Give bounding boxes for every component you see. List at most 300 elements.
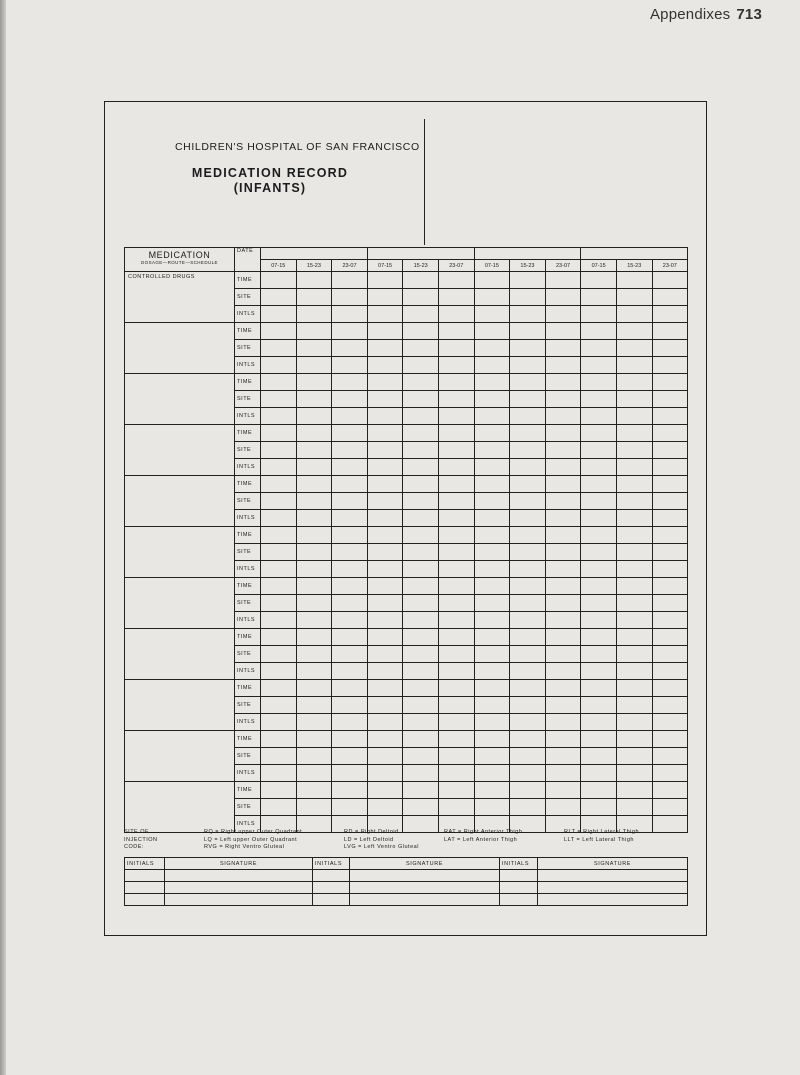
entry-cell[interactable] [367, 374, 403, 391]
entry-cell[interactable] [545, 340, 581, 357]
entry-cell[interactable] [652, 595, 688, 612]
entry-cell[interactable] [545, 527, 581, 544]
entry-cell[interactable] [652, 476, 688, 493]
entry-cell[interactable] [367, 391, 403, 408]
entry-cell[interactable] [332, 782, 368, 799]
entry-cell[interactable] [438, 340, 474, 357]
entry-cell[interactable] [367, 646, 403, 663]
entry-cell[interactable] [261, 374, 297, 391]
entry-cell[interactable] [332, 765, 368, 782]
entry-cell[interactable] [296, 578, 332, 595]
entry-cell[interactable] [367, 425, 403, 442]
entry-cell[interactable] [581, 374, 617, 391]
entry-cell[interactable] [616, 663, 652, 680]
entry-cell[interactable] [367, 323, 403, 340]
entry-cell[interactable] [545, 782, 581, 799]
entry-cell[interactable] [652, 782, 688, 799]
entry-cell[interactable] [652, 816, 688, 833]
entry-cell[interactable] [261, 459, 297, 476]
entry-cell[interactable] [616, 425, 652, 442]
entry-cell[interactable] [652, 731, 688, 748]
entry-cell[interactable] [332, 612, 368, 629]
entry-cell[interactable] [510, 629, 546, 646]
entry-cell[interactable] [296, 323, 332, 340]
entry-cell[interactable] [261, 578, 297, 595]
entry-cell[interactable] [438, 357, 474, 374]
entry-cell[interactable] [296, 782, 332, 799]
entry-cell[interactable] [261, 408, 297, 425]
entry-cell[interactable] [296, 476, 332, 493]
entry-cell[interactable] [261, 442, 297, 459]
entry-cell[interactable] [474, 442, 510, 459]
entry-cell[interactable] [616, 646, 652, 663]
entry-cell[interactable] [367, 544, 403, 561]
entry-cell[interactable] [438, 595, 474, 612]
entry-cell[interactable] [474, 612, 510, 629]
entry-cell[interactable] [261, 663, 297, 680]
entry-cell[interactable] [581, 306, 617, 323]
entry-cell[interactable] [581, 765, 617, 782]
entry-cell[interactable] [616, 612, 652, 629]
entry-cell[interactable] [261, 391, 297, 408]
entry-cell[interactable] [510, 476, 546, 493]
entry-cell[interactable] [510, 527, 546, 544]
entry-cell[interactable] [616, 782, 652, 799]
entry-cell[interactable] [545, 323, 581, 340]
entry-cell[interactable] [296, 714, 332, 731]
entry-cell[interactable] [296, 595, 332, 612]
entry-cell[interactable] [296, 629, 332, 646]
entry-cell[interactable] [474, 544, 510, 561]
initials-entry-cell[interactable] [500, 870, 538, 882]
entry-cell[interactable] [261, 714, 297, 731]
entry-cell[interactable] [474, 306, 510, 323]
entry-cell[interactable] [261, 289, 297, 306]
initials-entry-cell[interactable] [125, 894, 165, 906]
entry-cell[interactable] [581, 629, 617, 646]
entry-cell[interactable] [581, 476, 617, 493]
entry-cell[interactable] [545, 765, 581, 782]
entry-cell[interactable] [474, 561, 510, 578]
entry-cell[interactable] [652, 272, 688, 289]
entry-cell[interactable] [332, 527, 368, 544]
entry-cell[interactable] [474, 374, 510, 391]
entry-cell[interactable] [474, 272, 510, 289]
entry-cell[interactable] [581, 714, 617, 731]
entry-cell[interactable] [403, 357, 439, 374]
entry-cell[interactable] [616, 391, 652, 408]
initials-entry-cell[interactable] [313, 870, 350, 882]
entry-cell[interactable] [510, 459, 546, 476]
entry-cell[interactable] [296, 357, 332, 374]
entry-cell[interactable] [474, 323, 510, 340]
entry-cell[interactable] [332, 306, 368, 323]
entry-cell[interactable] [616, 306, 652, 323]
entry-cell[interactable] [438, 680, 474, 697]
entry-cell[interactable] [438, 612, 474, 629]
entry-cell[interactable] [296, 697, 332, 714]
entry-cell[interactable] [403, 561, 439, 578]
entry-cell[interactable] [367, 272, 403, 289]
entry-cell[interactable] [545, 391, 581, 408]
entry-cell[interactable] [474, 680, 510, 697]
entry-cell[interactable] [474, 748, 510, 765]
entry-cell[interactable] [616, 493, 652, 510]
entry-cell[interactable] [474, 527, 510, 544]
initials-entry-cell[interactable] [313, 882, 350, 894]
entry-cell[interactable] [296, 391, 332, 408]
entry-cell[interactable] [367, 782, 403, 799]
entry-cell[interactable] [261, 510, 297, 527]
entry-cell[interactable] [474, 493, 510, 510]
entry-cell[interactable] [616, 340, 652, 357]
entry-cell[interactable] [367, 357, 403, 374]
entry-cell[interactable] [581, 459, 617, 476]
medication-entry-cell[interactable] [125, 731, 235, 782]
entry-cell[interactable] [474, 765, 510, 782]
entry-cell[interactable] [403, 663, 439, 680]
entry-cell[interactable] [296, 680, 332, 697]
entry-cell[interactable] [474, 714, 510, 731]
entry-cell[interactable] [403, 544, 439, 561]
entry-cell[interactable] [403, 340, 439, 357]
entry-cell[interactable] [332, 408, 368, 425]
entry-cell[interactable] [261, 748, 297, 765]
entry-cell[interactable] [616, 680, 652, 697]
entry-cell[interactable] [438, 748, 474, 765]
entry-cell[interactable] [367, 731, 403, 748]
entry-cell[interactable] [332, 663, 368, 680]
entry-cell[interactable] [438, 289, 474, 306]
entry-cell[interactable] [510, 748, 546, 765]
entry-cell[interactable] [652, 323, 688, 340]
entry-cell[interactable] [581, 782, 617, 799]
entry-cell[interactable] [367, 799, 403, 816]
entry-cell[interactable] [261, 595, 297, 612]
entry-cell[interactable] [474, 289, 510, 306]
entry-cell[interactable] [616, 629, 652, 646]
entry-cell[interactable] [545, 680, 581, 697]
entry-cell[interactable] [261, 765, 297, 782]
entry-cell[interactable] [296, 612, 332, 629]
entry-cell[interactable] [332, 561, 368, 578]
entry-cell[interactable] [510, 323, 546, 340]
entry-cell[interactable] [545, 357, 581, 374]
entry-cell[interactable] [545, 289, 581, 306]
entry-cell[interactable] [581, 595, 617, 612]
entry-cell[interactable] [510, 646, 546, 663]
medication-entry-cell[interactable] [125, 629, 235, 680]
initials-entry-cell[interactable] [125, 882, 165, 894]
entry-cell[interactable] [296, 425, 332, 442]
entry-cell[interactable] [296, 272, 332, 289]
entry-cell[interactable] [403, 646, 439, 663]
entry-cell[interactable] [616, 459, 652, 476]
entry-cell[interactable] [438, 408, 474, 425]
entry-cell[interactable] [438, 476, 474, 493]
entry-cell[interactable] [581, 578, 617, 595]
medication-entry-cell[interactable] [125, 476, 235, 527]
entry-cell[interactable] [474, 391, 510, 408]
entry-cell[interactable] [616, 714, 652, 731]
entry-cell[interactable] [652, 374, 688, 391]
entry-cell[interactable] [652, 408, 688, 425]
entry-cell[interactable] [545, 476, 581, 493]
signature-entry-cell[interactable] [165, 894, 313, 906]
entry-cell[interactable] [474, 476, 510, 493]
entry-cell[interactable] [581, 646, 617, 663]
signature-entry-cell[interactable] [538, 870, 688, 882]
entry-cell[interactable] [332, 493, 368, 510]
entry-cell[interactable] [438, 731, 474, 748]
entry-cell[interactable] [510, 493, 546, 510]
entry-cell[interactable] [403, 374, 439, 391]
entry-cell[interactable] [616, 510, 652, 527]
entry-cell[interactable] [403, 425, 439, 442]
entry-cell[interactable] [652, 765, 688, 782]
entry-cell[interactable] [652, 629, 688, 646]
entry-cell[interactable] [367, 442, 403, 459]
entry-cell[interactable] [261, 544, 297, 561]
entry-cell[interactable] [332, 357, 368, 374]
signature-entry-cell[interactable] [165, 882, 313, 894]
entry-cell[interactable] [438, 459, 474, 476]
entry-cell[interactable] [367, 714, 403, 731]
entry-cell[interactable] [403, 510, 439, 527]
entry-cell[interactable] [581, 425, 617, 442]
signature-entry-cell[interactable] [538, 882, 688, 894]
entry-cell[interactable] [616, 595, 652, 612]
entry-cell[interactable] [652, 357, 688, 374]
entry-cell[interactable] [332, 646, 368, 663]
entry-cell[interactable] [474, 697, 510, 714]
entry-cell[interactable] [438, 391, 474, 408]
entry-cell[interactable] [367, 306, 403, 323]
entry-cell[interactable] [332, 748, 368, 765]
entry-cell[interactable] [296, 306, 332, 323]
entry-cell[interactable] [545, 748, 581, 765]
entry-cell[interactable] [545, 646, 581, 663]
entry-cell[interactable] [438, 561, 474, 578]
entry-cell[interactable] [296, 765, 332, 782]
entry-cell[interactable] [616, 323, 652, 340]
entry-cell[interactable] [438, 493, 474, 510]
entry-cell[interactable] [296, 289, 332, 306]
entry-cell[interactable] [510, 680, 546, 697]
entry-cell[interactable] [438, 799, 474, 816]
entry-cell[interactable] [296, 544, 332, 561]
entry-cell[interactable] [510, 765, 546, 782]
entry-cell[interactable] [367, 578, 403, 595]
entry-cell[interactable] [545, 425, 581, 442]
entry-cell[interactable] [261, 357, 297, 374]
entry-cell[interactable] [332, 714, 368, 731]
entry-cell[interactable] [545, 306, 581, 323]
entry-cell[interactable] [616, 442, 652, 459]
entry-cell[interactable] [545, 629, 581, 646]
entry-cell[interactable] [652, 748, 688, 765]
entry-cell[interactable] [510, 799, 546, 816]
entry-cell[interactable] [545, 595, 581, 612]
entry-cell[interactable] [403, 629, 439, 646]
entry-cell[interactable] [510, 595, 546, 612]
entry-cell[interactable] [510, 391, 546, 408]
entry-cell[interactable] [510, 289, 546, 306]
entry-cell[interactable] [261, 476, 297, 493]
entry-cell[interactable] [438, 629, 474, 646]
entry-cell[interactable] [367, 680, 403, 697]
entry-cell[interactable] [581, 408, 617, 425]
entry-cell[interactable] [261, 340, 297, 357]
entry-cell[interactable] [296, 459, 332, 476]
entry-cell[interactable] [616, 408, 652, 425]
entry-cell[interactable] [367, 459, 403, 476]
entry-cell[interactable] [545, 578, 581, 595]
entry-cell[interactable] [652, 306, 688, 323]
entry-cell[interactable] [332, 799, 368, 816]
entry-cell[interactable] [296, 442, 332, 459]
entry-cell[interactable] [332, 459, 368, 476]
entry-cell[interactable] [545, 544, 581, 561]
entry-cell[interactable] [616, 527, 652, 544]
entry-cell[interactable] [616, 561, 652, 578]
date-cell-4[interactable] [581, 248, 688, 260]
entry-cell[interactable] [296, 493, 332, 510]
entry-cell[interactable] [510, 697, 546, 714]
entry-cell[interactable] [616, 289, 652, 306]
entry-cell[interactable] [261, 646, 297, 663]
signature-entry-cell[interactable] [165, 870, 313, 882]
entry-cell[interactable] [438, 510, 474, 527]
entry-cell[interactable] [545, 731, 581, 748]
medication-entry-cell[interactable] [125, 323, 235, 374]
entry-cell[interactable] [332, 680, 368, 697]
entry-cell[interactable] [545, 697, 581, 714]
entry-cell[interactable] [403, 680, 439, 697]
entry-cell[interactable] [474, 663, 510, 680]
entry-cell[interactable] [261, 680, 297, 697]
entry-cell[interactable] [474, 510, 510, 527]
entry-cell[interactable] [545, 561, 581, 578]
entry-cell[interactable] [616, 374, 652, 391]
entry-cell[interactable] [510, 731, 546, 748]
entry-cell[interactable] [403, 408, 439, 425]
entry-cell[interactable] [332, 374, 368, 391]
entry-cell[interactable] [296, 561, 332, 578]
entry-cell[interactable] [261, 561, 297, 578]
date-cell-2[interactable] [367, 248, 474, 260]
entry-cell[interactable] [616, 748, 652, 765]
entry-cell[interactable] [438, 714, 474, 731]
entry-cell[interactable] [510, 510, 546, 527]
entry-cell[interactable] [652, 578, 688, 595]
entry-cell[interactable] [261, 799, 297, 816]
date-cell-1[interactable] [261, 248, 368, 260]
entry-cell[interactable] [474, 578, 510, 595]
entry-cell[interactable] [652, 442, 688, 459]
entry-cell[interactable] [261, 782, 297, 799]
entry-cell[interactable] [510, 663, 546, 680]
medication-entry-cell[interactable]: CONTROLLED DRUGS [125, 272, 235, 323]
entry-cell[interactable] [261, 697, 297, 714]
entry-cell[interactable] [652, 680, 688, 697]
entry-cell[interactable] [474, 425, 510, 442]
entry-cell[interactable] [652, 663, 688, 680]
medication-entry-cell[interactable] [125, 680, 235, 731]
entry-cell[interactable] [545, 272, 581, 289]
entry-cell[interactable] [367, 595, 403, 612]
entry-cell[interactable] [296, 646, 332, 663]
entry-cell[interactable] [474, 646, 510, 663]
entry-cell[interactable] [367, 561, 403, 578]
entry-cell[interactable] [332, 289, 368, 306]
signature-entry-cell[interactable] [350, 894, 500, 906]
entry-cell[interactable] [652, 459, 688, 476]
entry-cell[interactable] [474, 731, 510, 748]
entry-cell[interactable] [403, 289, 439, 306]
entry-cell[interactable] [403, 578, 439, 595]
entry-cell[interactable] [403, 493, 439, 510]
entry-cell[interactable] [438, 765, 474, 782]
entry-cell[interactable] [510, 425, 546, 442]
entry-cell[interactable] [581, 493, 617, 510]
signature-entry-cell[interactable] [538, 894, 688, 906]
entry-cell[interactable] [652, 510, 688, 527]
entry-cell[interactable] [438, 646, 474, 663]
entry-cell[interactable] [332, 629, 368, 646]
entry-cell[interactable] [616, 476, 652, 493]
entry-cell[interactable] [403, 782, 439, 799]
entry-cell[interactable] [403, 306, 439, 323]
entry-cell[interactable] [261, 527, 297, 544]
entry-cell[interactable] [261, 629, 297, 646]
entry-cell[interactable] [332, 510, 368, 527]
entry-cell[interactable] [296, 374, 332, 391]
entry-cell[interactable] [403, 527, 439, 544]
entry-cell[interactable] [581, 357, 617, 374]
entry-cell[interactable] [545, 799, 581, 816]
entry-cell[interactable] [367, 510, 403, 527]
entry-cell[interactable] [510, 357, 546, 374]
entry-cell[interactable] [367, 765, 403, 782]
entry-cell[interactable] [616, 272, 652, 289]
entry-cell[interactable] [438, 578, 474, 595]
entry-cell[interactable] [367, 527, 403, 544]
entry-cell[interactable] [581, 561, 617, 578]
entry-cell[interactable] [652, 340, 688, 357]
initials-entry-cell[interactable] [313, 894, 350, 906]
entry-cell[interactable] [616, 697, 652, 714]
entry-cell[interactable] [581, 391, 617, 408]
entry-cell[interactable] [438, 323, 474, 340]
entry-cell[interactable] [438, 697, 474, 714]
entry-cell[interactable] [403, 748, 439, 765]
entry-cell[interactable] [367, 612, 403, 629]
signature-entry-cell[interactable] [350, 882, 500, 894]
entry-cell[interactable] [581, 289, 617, 306]
medication-entry-cell[interactable] [125, 782, 235, 833]
entry-cell[interactable] [581, 680, 617, 697]
entry-cell[interactable] [581, 697, 617, 714]
medication-entry-cell[interactable] [125, 527, 235, 578]
entry-cell[interactable] [616, 765, 652, 782]
entry-cell[interactable] [616, 544, 652, 561]
entry-cell[interactable] [261, 323, 297, 340]
entry-cell[interactable] [367, 663, 403, 680]
entry-cell[interactable] [652, 493, 688, 510]
entry-cell[interactable] [510, 612, 546, 629]
entry-cell[interactable] [403, 391, 439, 408]
